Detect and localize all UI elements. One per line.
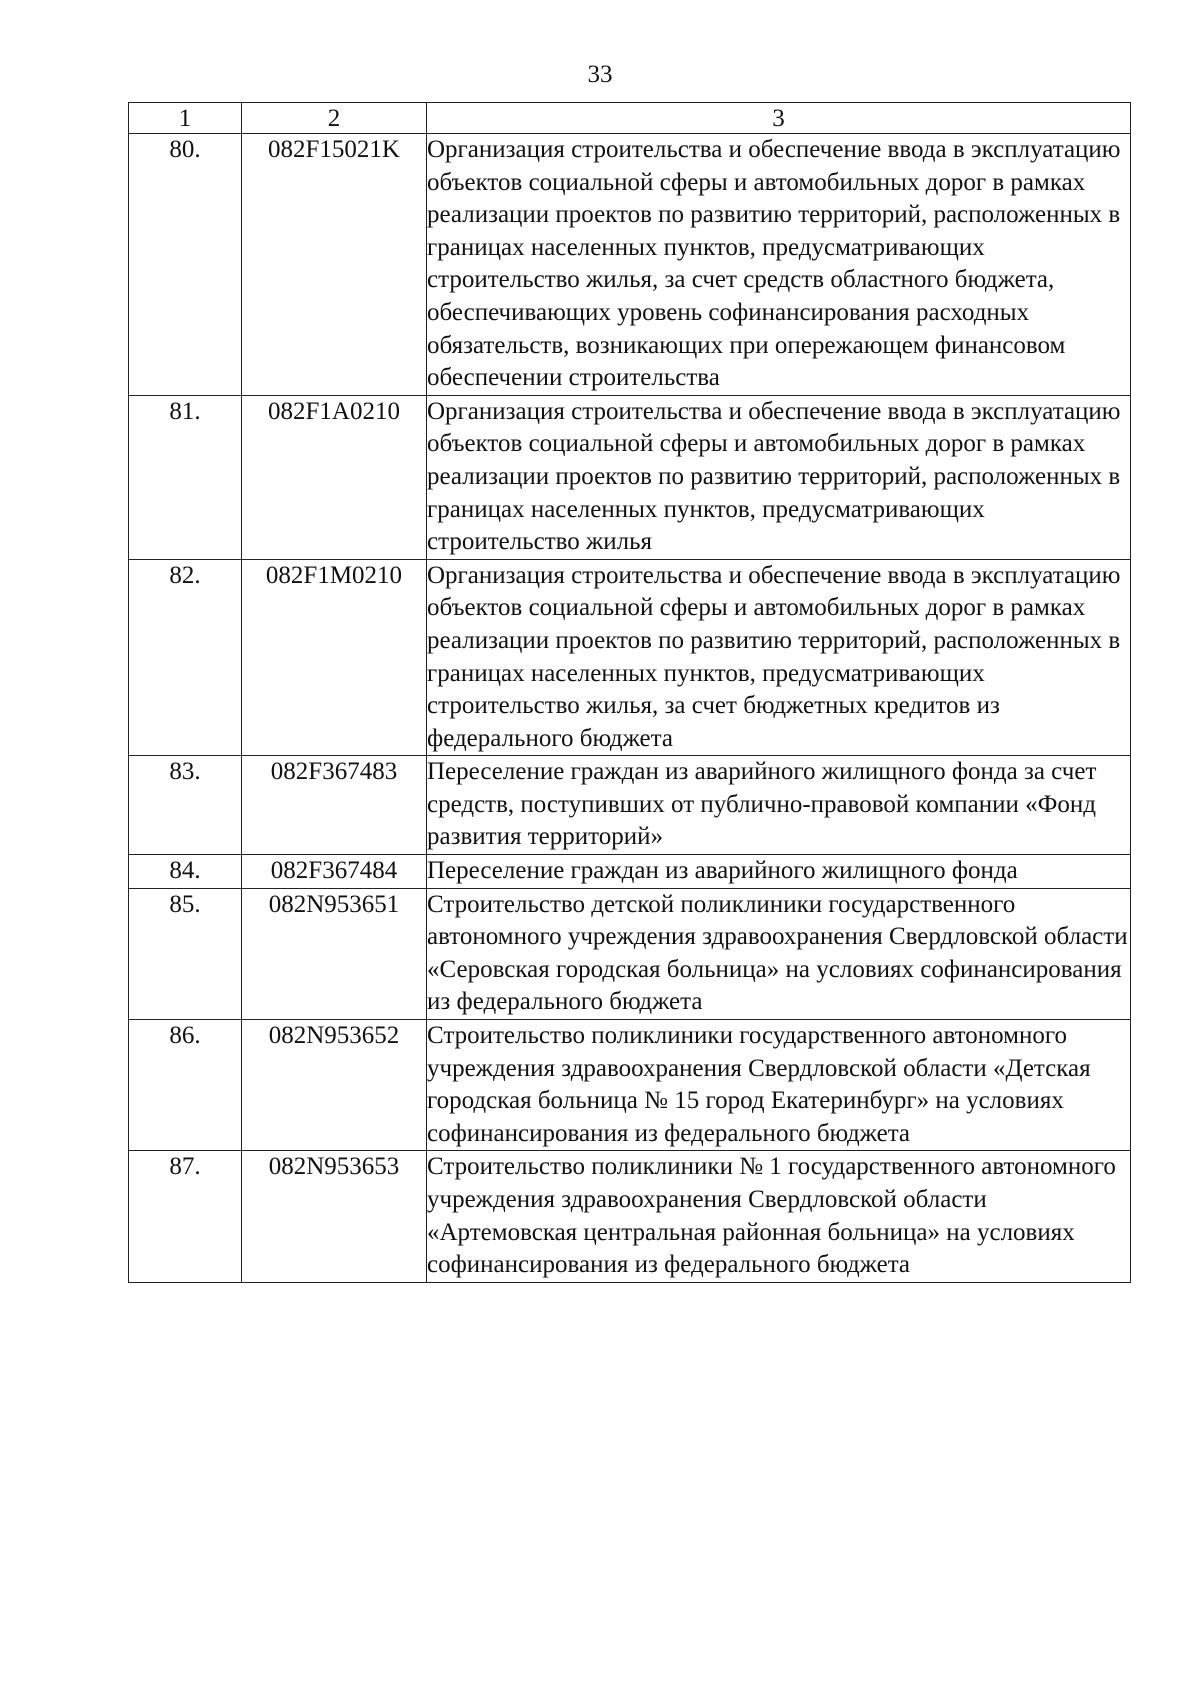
row-number: 87. — [129, 1151, 242, 1282]
row-number: 81. — [129, 395, 242, 559]
budget-code-table — [128, 102, 1131, 1283]
column-header-3: 3 — [427, 103, 1131, 134]
column-header-2: 2 — [242, 103, 427, 134]
row-number: 84. — [129, 855, 242, 889]
row-code: 082N953653 — [242, 1151, 427, 1282]
row-code: 082N953651 — [242, 888, 427, 1019]
row-number: 83. — [129, 756, 242, 855]
row-number: 85. — [129, 888, 242, 1019]
row-code: 082F15021K — [242, 134, 427, 396]
row-code: 082F1A0210 — [242, 395, 427, 559]
page-number: 33 — [587, 61, 613, 88]
table-row — [129, 888, 1131, 1019]
table-row — [129, 134, 1131, 396]
row-description: Строительство поликлиники № 1 государственного автономного учреждения здравоохранения Свердловской области «Артемовская центральная районная больница» на условиях софинансирования из федерального бюджета — [427, 1151, 1131, 1282]
table-row — [129, 559, 1131, 756]
row-description: Строительство поликлиники государственного автономного учреждения здравоохранения Свердловской области «Детская городская больница № 15 город Екатеринбург» на условиях софинансирования из федерального бюджета — [427, 1020, 1131, 1151]
row-description: Организация строительства и обеспечение ввода в эксплуатацию объектов социальной сферы и автомобильных дорог в рамках реализации проектов по развитию территорий, расположенных в границах населенных пунктов, предусматривающих строительство жилья, за счет бюджетных кредитов из федерального бюджета — [427, 559, 1131, 756]
table-row — [129, 1020, 1131, 1151]
row-number: 82. — [129, 559, 242, 756]
table-row — [129, 395, 1131, 559]
row-code: 082F367483 — [242, 756, 427, 855]
row-description: Переселение граждан из аварийного жилищного фонда — [427, 855, 1131, 889]
table-row — [129, 1151, 1131, 1282]
table-row — [129, 855, 1131, 889]
row-description: Организация строительства и обеспечение ввода в эксплуатацию объектов социальной сферы и автомобильных дорог в рамках реализации проектов по развитию территорий, расположенных в границах населенных пунктов, предусматривающих строительство жилья, за счет средств областного бюджета, обеспечивающих уровень софинансирования расходных обязательств, возникающих при опережающем финансовом обеспечении строительства — [427, 134, 1131, 396]
row-number: 86. — [129, 1020, 242, 1151]
row-code: 082N953652 — [242, 1020, 427, 1151]
row-description: Организация строительства и обеспечение ввода в эксплуатацию объектов социальной сферы и автомобильных дорог в рамках реализации проектов по развитию территорий, расположенных в границах населенных пунктов, предусматривающих строительство жилья — [427, 395, 1131, 559]
column-header-1: 1 — [129, 103, 242, 134]
row-code: 082F367484 — [242, 855, 427, 889]
row-code: 082F1M0210 — [242, 559, 427, 756]
row-description: Переселение граждан из аварийного жилищного фонда за счет средств, поступивших от публично-правовой компании «Фонд развития территорий» — [427, 756, 1131, 855]
table-header-row — [129, 103, 1131, 134]
row-number: 80. — [129, 134, 242, 396]
row-description: Строительство детской поликлиники государственного автономного учреждения здравоохранения Свердловской области «Серовская городская больница» на условиях софинансирования из федерального бюджета — [427, 888, 1131, 1019]
table-row — [129, 756, 1131, 855]
